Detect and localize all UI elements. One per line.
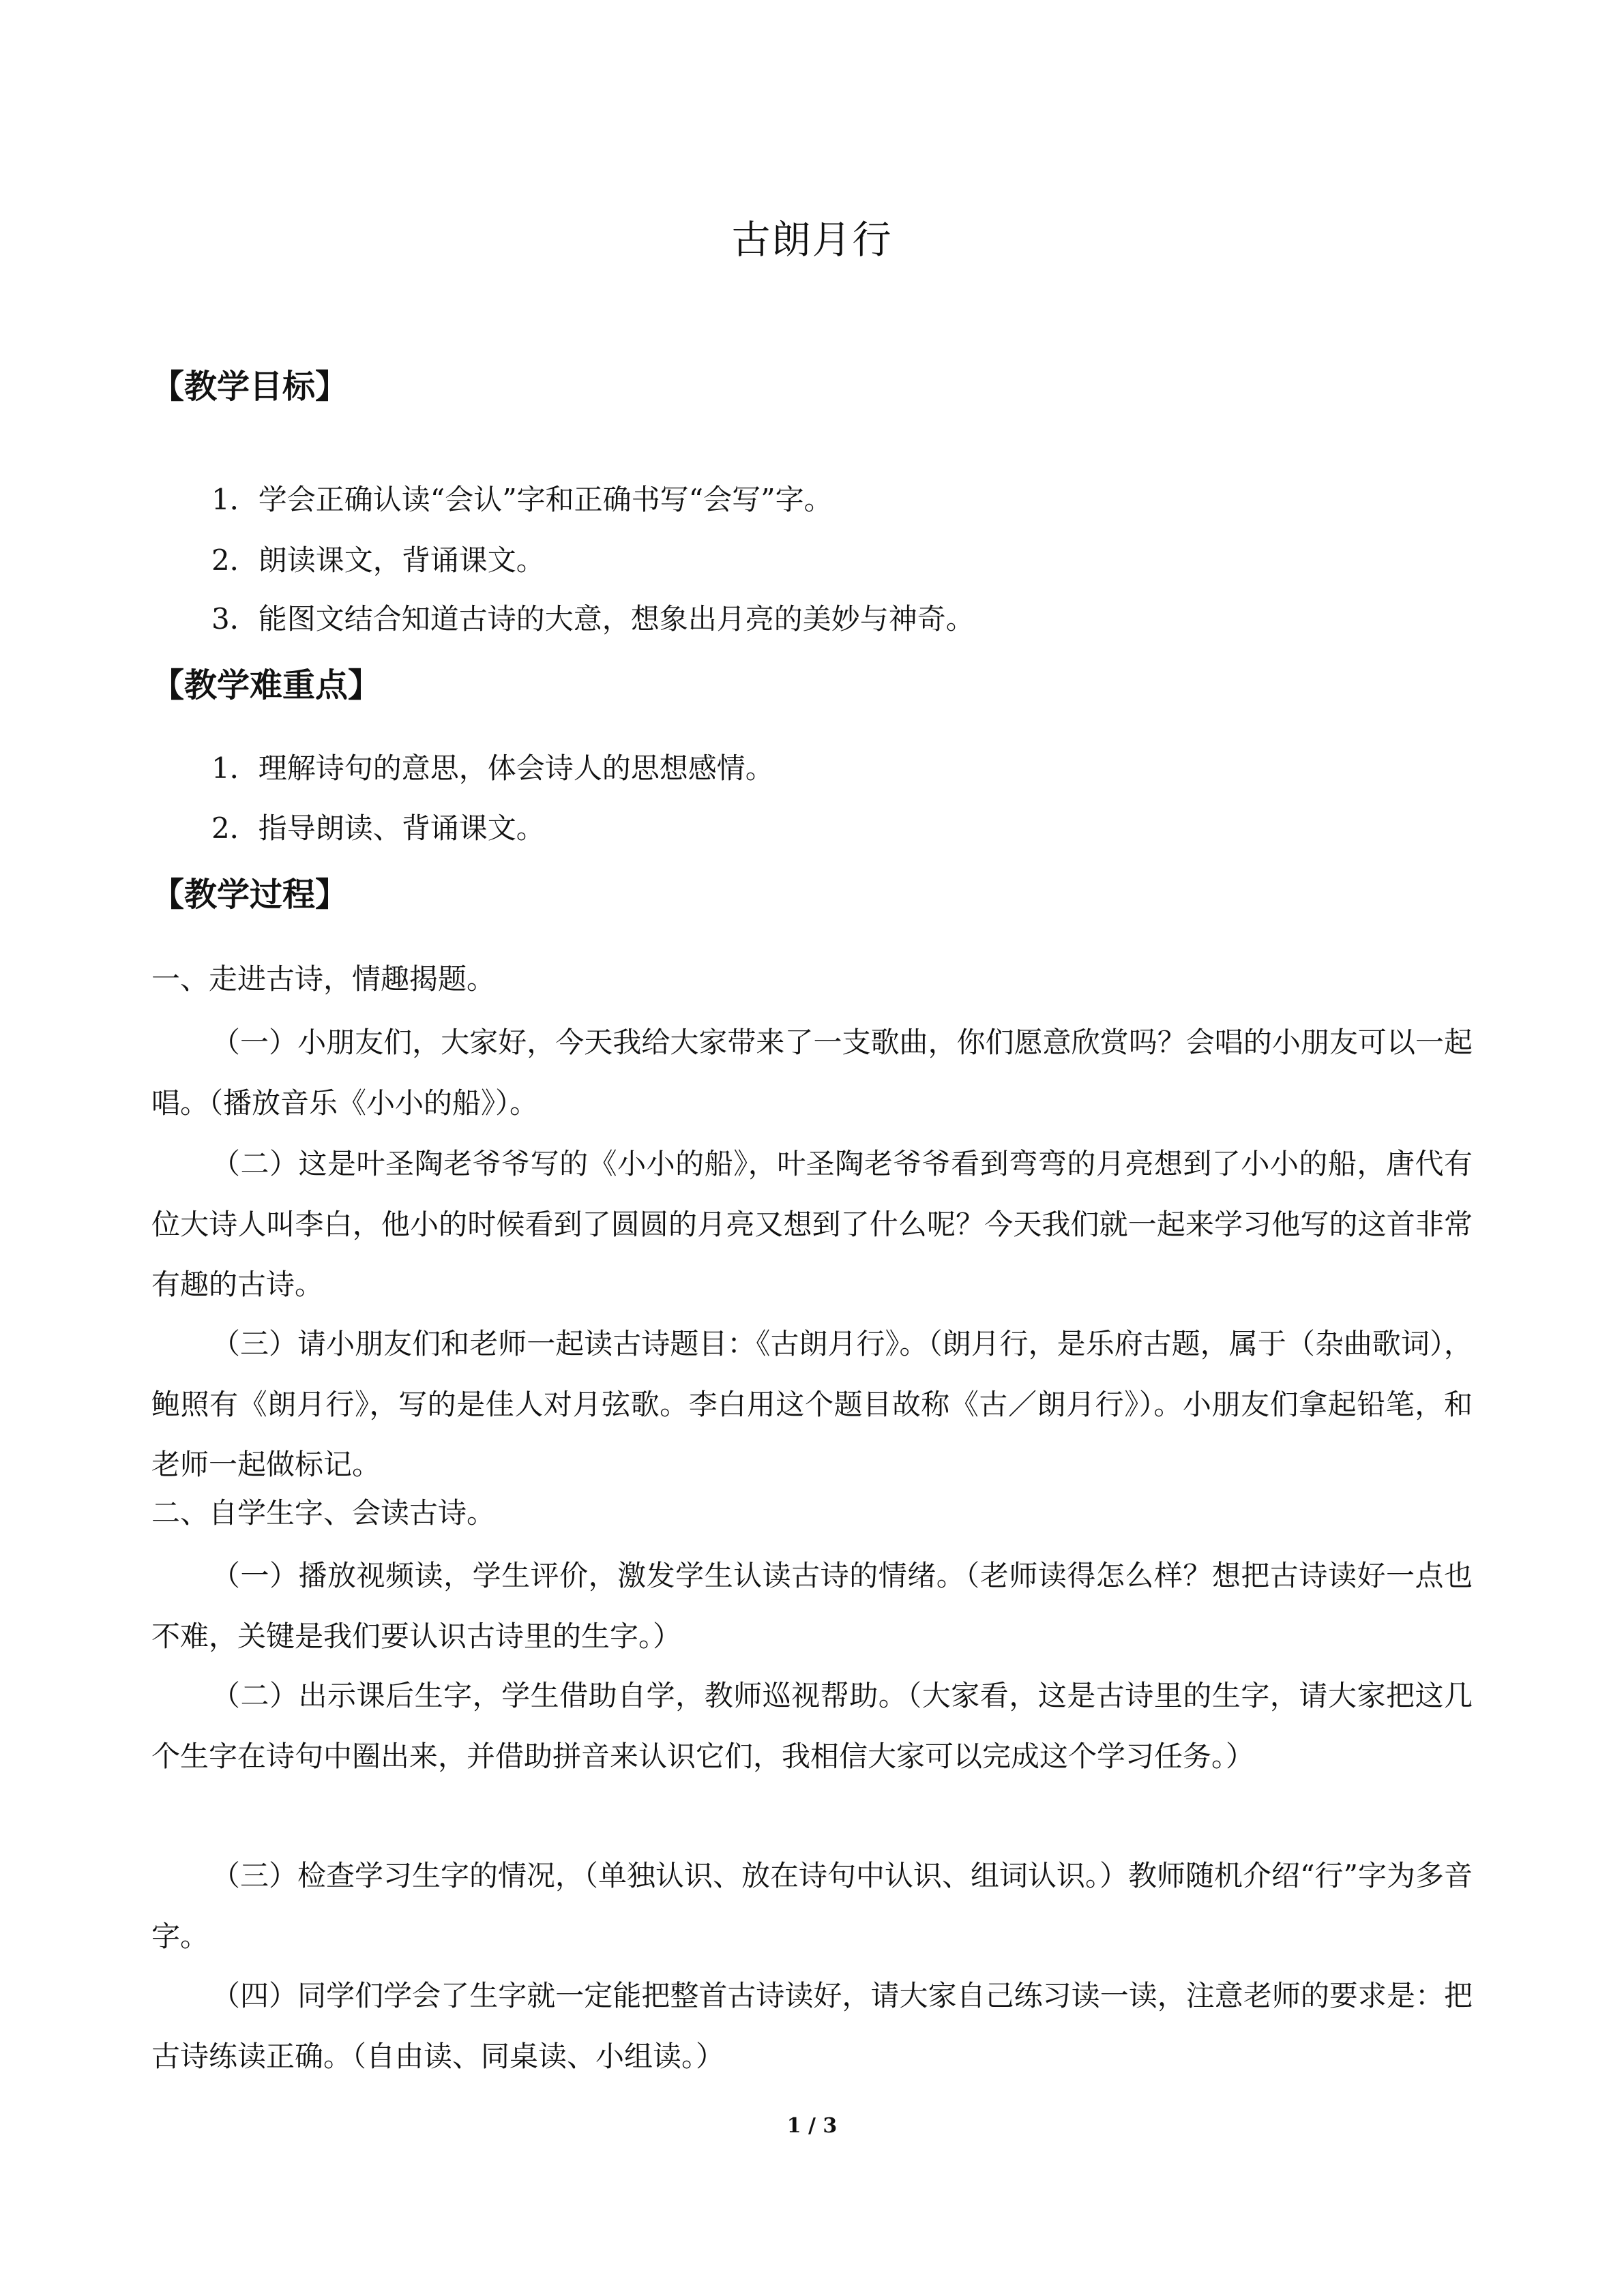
goal-item: 3．能图文结合知道古诗的大意，想象出月亮的美妙与神奇。 (211, 602, 975, 636)
paragraph (151, 1546, 1473, 1667)
document-title: 古朗月行 (731, 218, 893, 263)
heading-key-points: 【教学难重点】 (151, 666, 381, 704)
paragraph (151, 1013, 1473, 1133)
paragraph (151, 1666, 1473, 1787)
goal-item: 1．学会正确认读“会认”字和正确书写“会写”字。 (211, 483, 833, 516)
paragraph-text: （一）小朋友们，大家好，今天我给大家带来了一支歌曲，你们愿意欣赏吗？会唱的小朋友可以一起唱。（播放音乐《小小的船》）。 (151, 1026, 1473, 1120)
key-point-item: 1．理解诗句的意思，体会诗人的思想感情。 (211, 751, 774, 785)
paragraph-text: （二）这是叶圣陶老爷爷写的《小小的船》，叶圣陶老爷爷看到弯弯的月亮想到了小小的船，唐代有位大诗人叫李白，他小的时候看到了圆圆的月亮又想到了什么呢？今天我们就一起来学习他写的这首非常有趣的古诗。 (151, 1147, 1473, 1301)
paragraph (151, 1314, 1473, 1495)
key-point-item: 2．指导朗读、背诵课文。 (211, 811, 545, 845)
paragraph (151, 1966, 1473, 2087)
section-title-part2: 二、自学生字、会读古诗。 (151, 1496, 496, 1530)
paragraph (151, 1846, 1473, 1967)
section-title-part1: 一、走进古诗，情趣揭题。 (151, 962, 496, 996)
paragraph-text: （一）播放视频读，学生评价，激发学生认读古诗的情绪。（老师读得怎么样？想把古诗读好一点也不难，关键是我们要认识古诗里的生字。） (151, 1559, 1473, 1653)
heading-teaching-process: 【教学过程】 (151, 876, 349, 914)
paragraph-text: （三）请小朋友们和老师一起读古诗题目：《古朗月行》。（朗月行，是乐府古题，属于（杂曲歌词），鲍照有《朗月行》，写的是佳人对月弦歌。李白用这个题目故称《古／朗月行》）。小朋友们拿起铅笔，和老师一起做标记。 (151, 1327, 1473, 1481)
paragraph-text: （四）同学们学会了生字就一定能把整首古诗读好，请大家自己练习读一读，注意老师的要求是：把古诗练读正确。（自由读、同桌读、小组读。） (151, 1979, 1473, 2073)
paragraph (151, 1134, 1473, 1315)
page-number: 1 / 3 (786, 2114, 838, 2138)
paragraph-text: （二）出示课后生字，学生借助自学，教师巡视帮助。（大家看，这是古诗里的生字，请大家把这几个生字在诗句中圈出来，并借助拼音来认识它们，我相信大家可以完成这个学习任务。） (151, 1679, 1473, 1773)
paragraph-text: （三）检查学习生字的情况，（单独认识、放在诗句中认识、组词认识。）教师随机介绍“行”字为多音字。 (151, 1859, 1473, 1953)
heading-teaching-goals: 【教学目标】 (151, 368, 349, 406)
goal-item: 2．朗读课文，背诵课文。 (211, 543, 545, 577)
